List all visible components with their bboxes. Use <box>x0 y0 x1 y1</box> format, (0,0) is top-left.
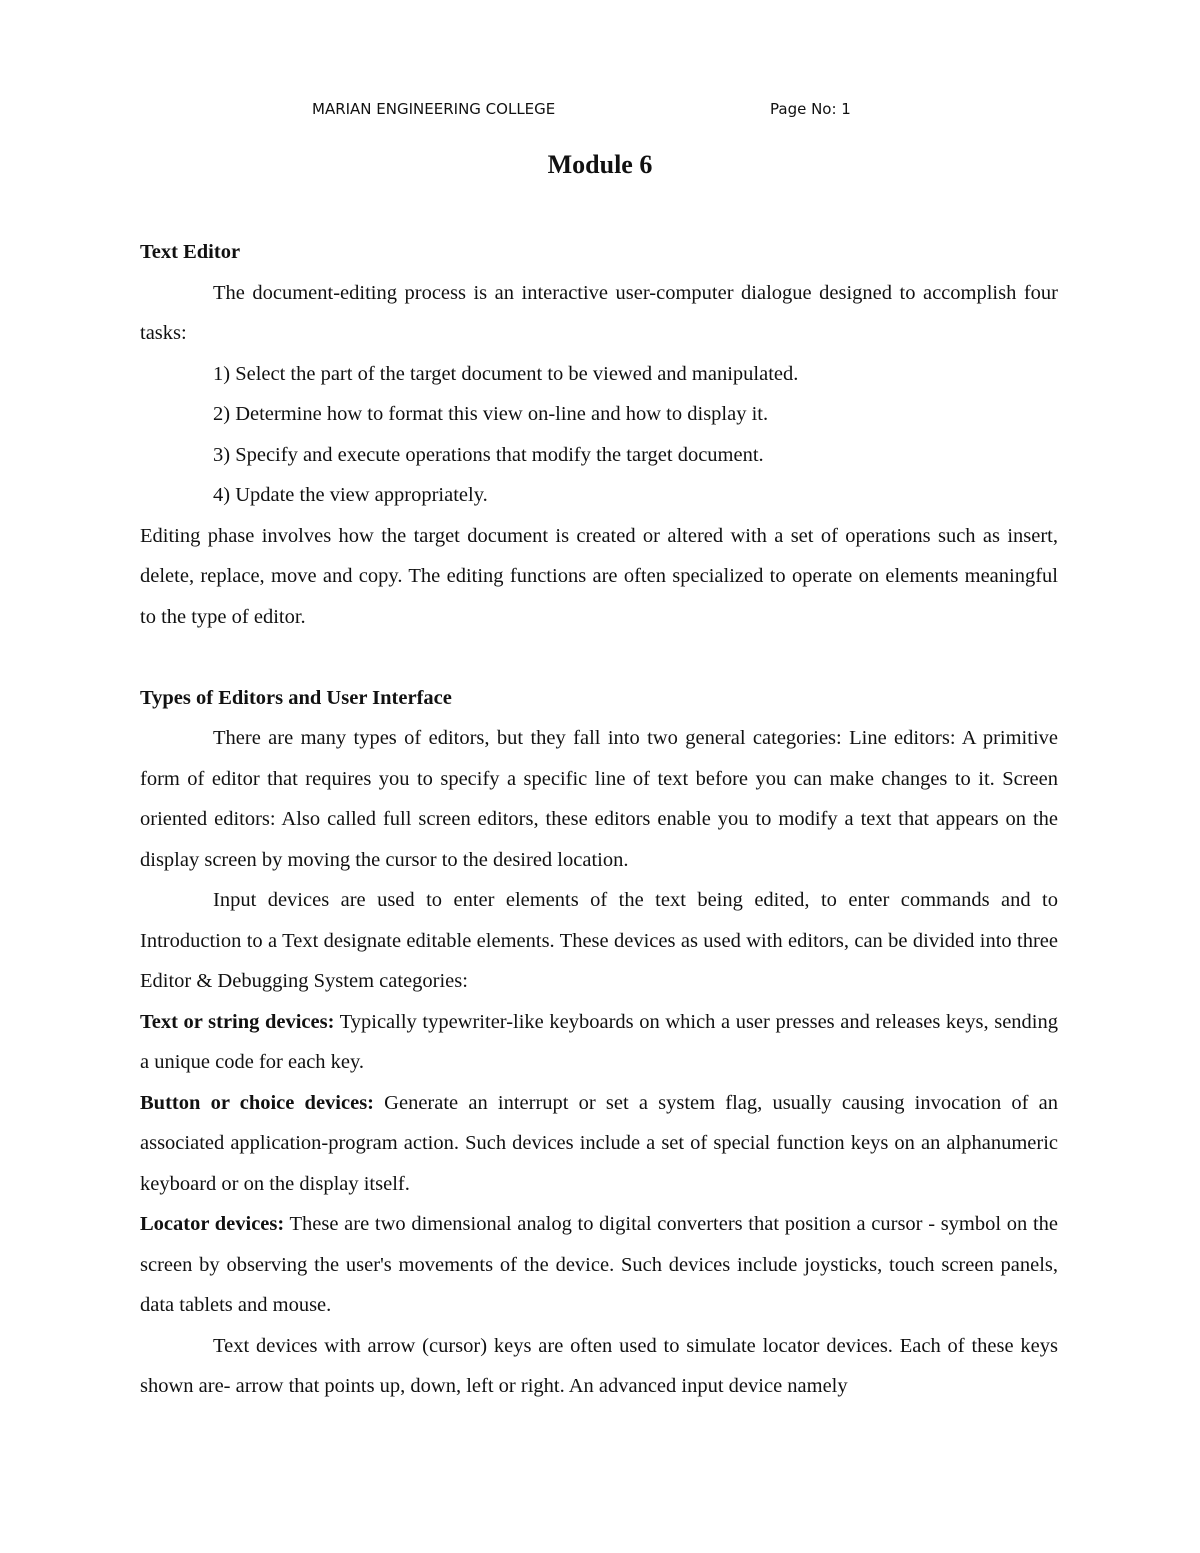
module-title: Module 6 <box>547 150 653 179</box>
page-header <box>0 100 1200 124</box>
device-button-choice <box>140 1083 1058 1205</box>
device-locator <box>140 1204 1058 1326</box>
task-item-2: 2) Determine how to format this view on-line and how to display it. <box>213 403 769 425</box>
editing-phase-paragraph: Editing phase involves how the target document is created or altered with a set of operations such as insert, delete, replace, move and copy. The editing functions are often specialized to operate on elements meaningful to the type of editor. <box>140 524 1058 628</box>
device-term: Text or string devices: <box>140 1010 335 1033</box>
device-term: Locator devices: <box>140 1213 285 1235</box>
arrow-keys-paragraph: Text devices with arrow (cursor) keys are often used to simulate locator devices. Each of these keys shown are- arrow that points up, down, left or right. An advanced input device namely <box>140 1334 1058 1397</box>
device-description: Generate an interrupt or set a system flag, usually causing invocation of an associated application-program action. Such devices include a set of special function keys on an alphanumeric keyboard or on the display itself. <box>140 1091 1058 1195</box>
device-term: Button or choice devices: <box>140 1091 374 1114</box>
college-name: MARIAN ENGINEERING COLLEGE <box>312 100 556 118</box>
task-item-1: 1) Select the part of the target document to be viewed and manipulated. <box>213 362 799 385</box>
device-description: Typically typewriter-like keyboards on which a user presses and releases keys, sending a unique code for each key. <box>140 1010 1058 1073</box>
section-heading-types-of-editors: Types of Editors and User Interface <box>140 686 452 709</box>
document-body <box>140 232 1058 1407</box>
input-devices-paragraph: Input devices are used to enter elements of the text being edited, to enter commands and to Introduction to a Text designate editable elements. These devices as used with editors, can be divided into three Editor & Debugging System categories: <box>140 889 1058 992</box>
section-heading-text-editor: Text Editor <box>140 241 241 263</box>
editor-categories-paragraph: There are many types of editors, but they fall into two general categories: Line editors: A primitive form of editor that requires you to specify a specific line of text before you can make changes to it. Screen oriented editors: Also called full screen editors, these editors enable you to modify a text that appears on the display screen by moving the cursor to the desired location. <box>140 727 1058 871</box>
task-item-4: 4) Update the view appropriately. <box>213 484 488 506</box>
task-item-3: 3) Specify and execute operations that modify the target document. <box>213 443 764 466</box>
device-description: These are two dimensional analog to digital converters that position a cursor - symbol on the screen by observing the user's movements of the device. Such devices include joysticks, touch screen panels, data tablets and mouse. <box>140 1213 1058 1316</box>
section-spacer <box>140 637 1058 678</box>
page-number: Page No: 1 <box>770 100 851 118</box>
device-text-string <box>140 1002 1058 1083</box>
intro-paragraph: The document-editing process is an interactive user-computer dialogue designed to accomplish four tasks: <box>140 281 1058 344</box>
